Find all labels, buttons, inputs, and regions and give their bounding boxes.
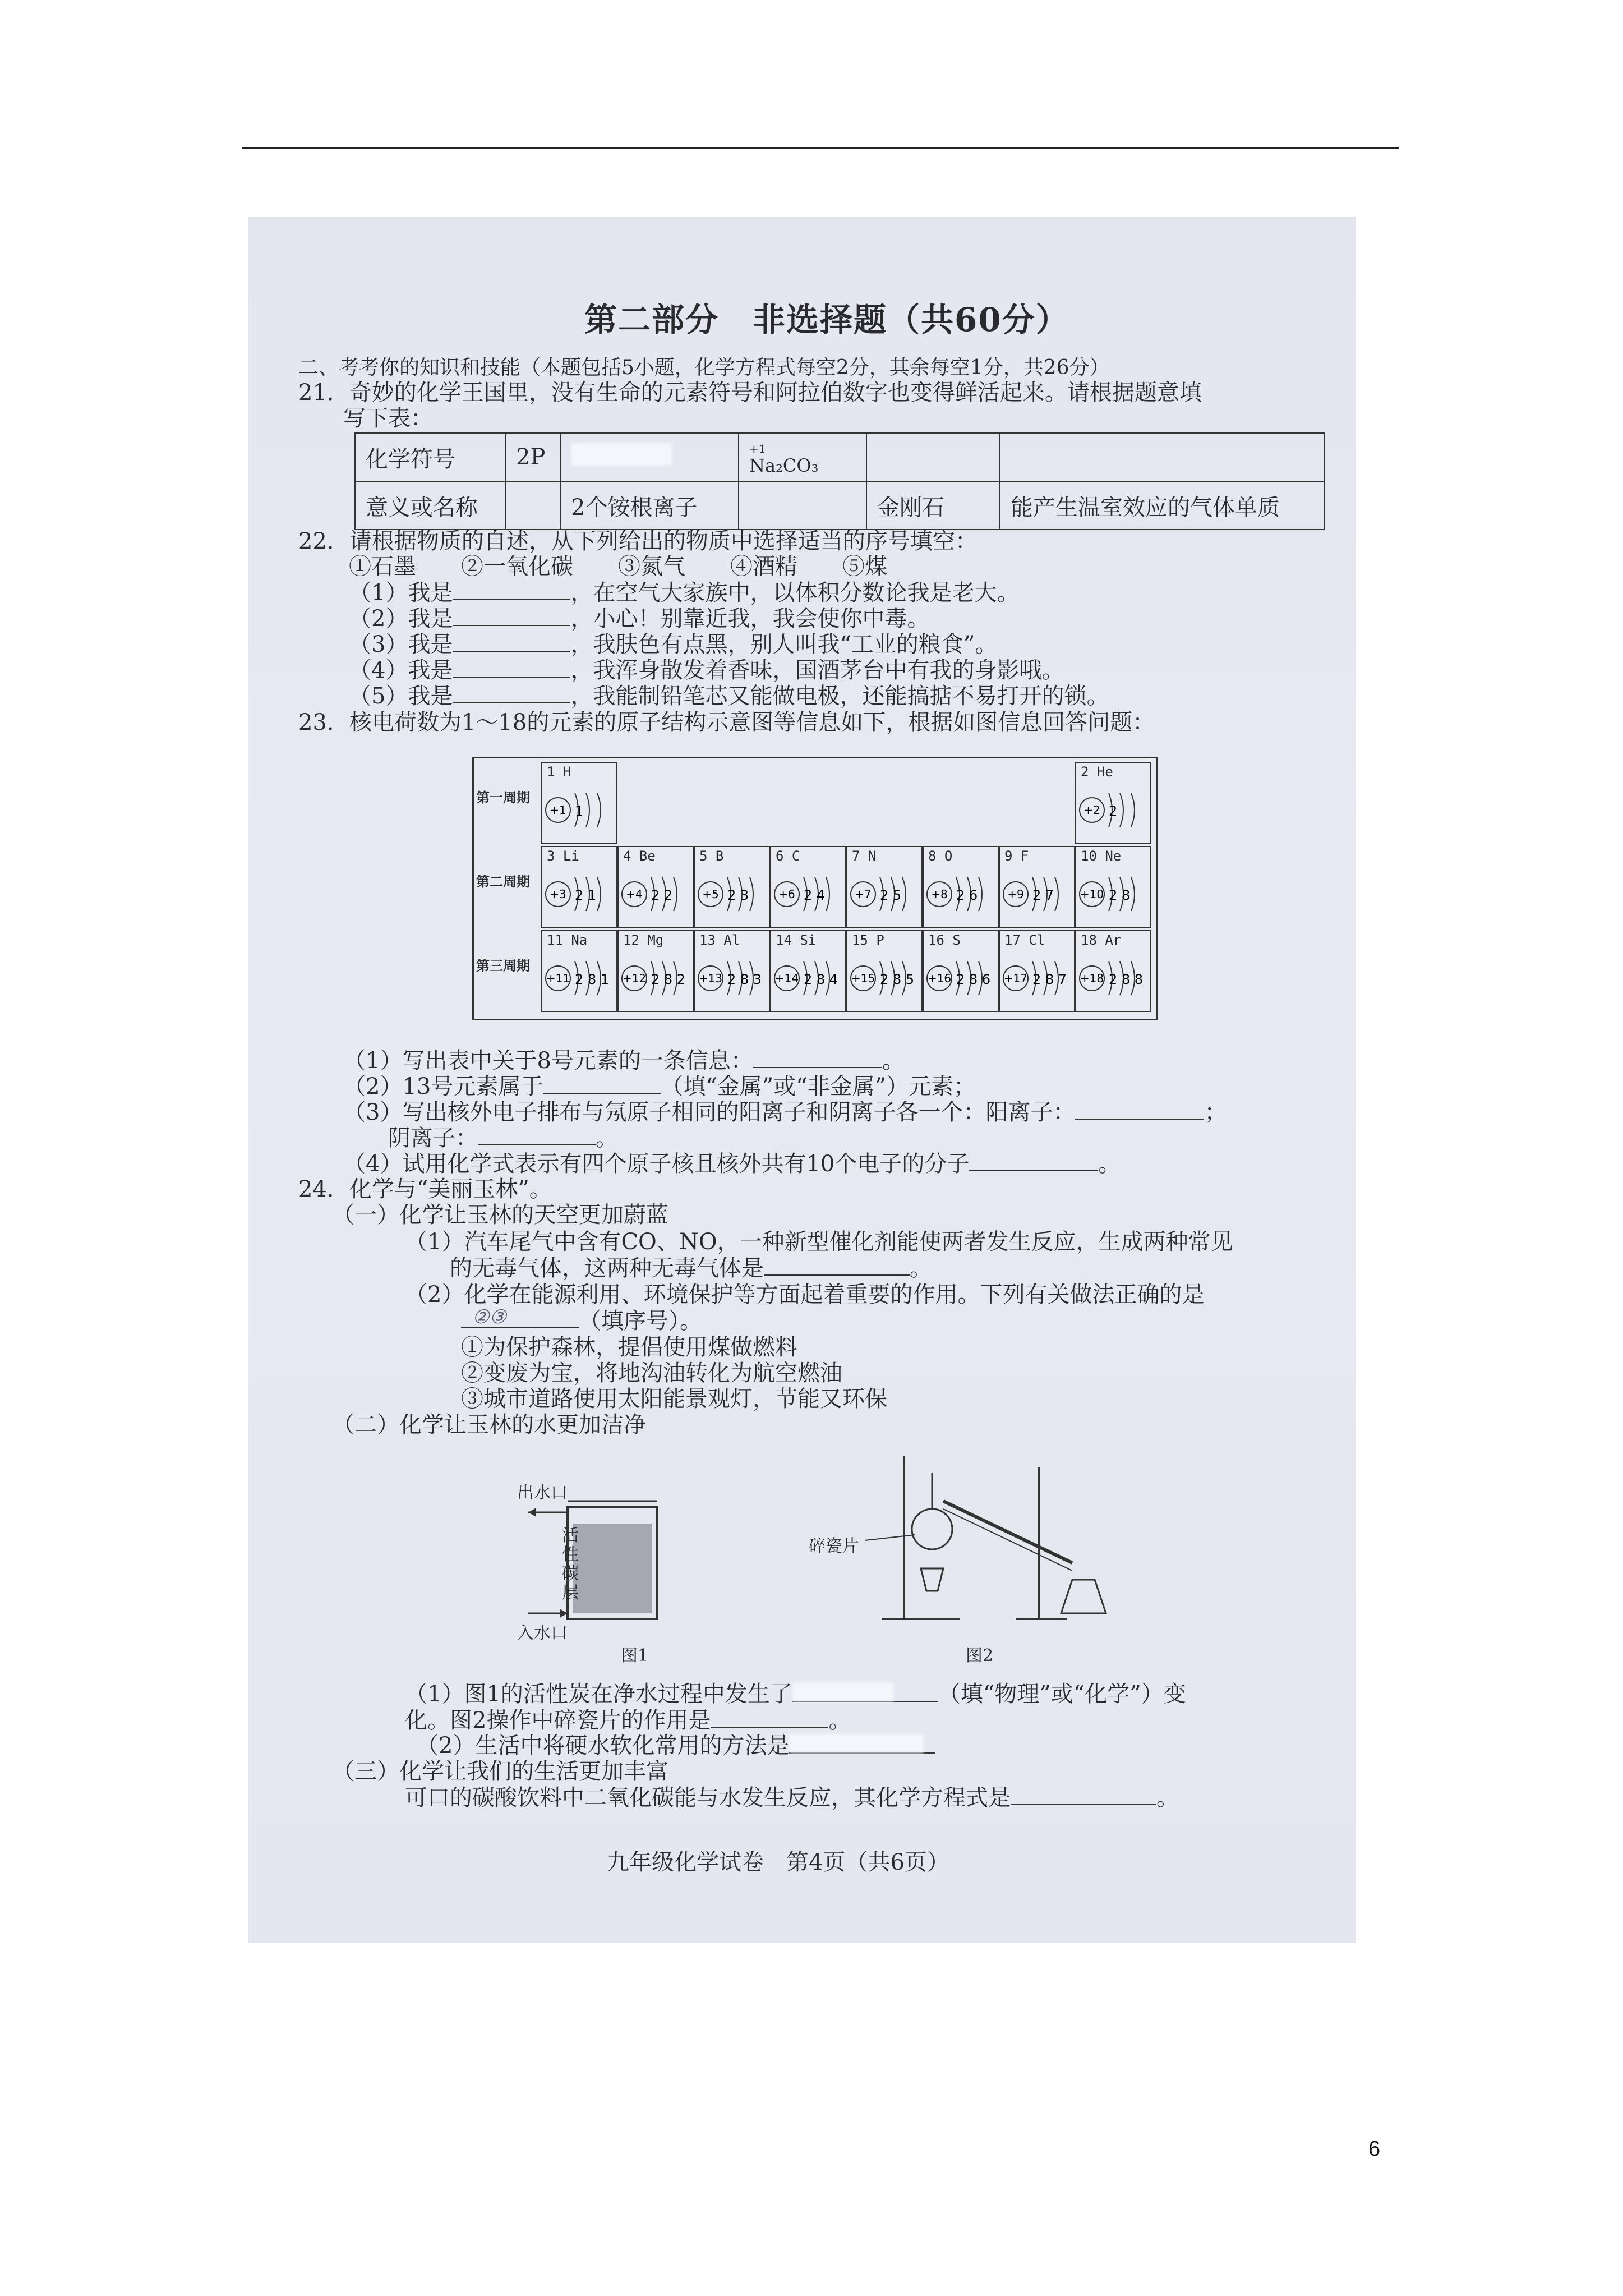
nucleus-charge: +16 <box>927 972 952 985</box>
element-cell <box>541 930 617 1012</box>
q21-formula: Na₂CO₃ <box>749 455 819 476</box>
q23-blank-5[interactable] <box>969 1150 1098 1171</box>
q22-blank-1[interactable] <box>453 579 570 600</box>
q24-part2-q1-a <box>405 1681 1186 1708</box>
q24-part3-title: （三）化学让我们的生活更加丰富 <box>332 1759 668 1784</box>
q23-sub3-anion: 阴离子： 。 <box>388 1125 618 1151</box>
element-label: 2 He <box>1081 764 1113 780</box>
element-label: 17 Cl <box>1004 932 1045 948</box>
shell-electrons: 2 8 <box>1109 887 1131 903</box>
element-label: 18 Ar <box>1081 932 1122 948</box>
electron-shell-arc <box>1120 793 1123 827</box>
atom-diagram <box>695 947 771 1013</box>
electron-shell-arc <box>826 877 829 911</box>
element-label: 14 Si <box>776 932 817 948</box>
element-label: 15 P <box>852 932 884 948</box>
q21-row2-c3 <box>739 481 866 530</box>
q21-row2-c2: 2个铵根离子 <box>560 481 739 530</box>
atom-diagram <box>542 863 619 929</box>
atom-diagram <box>771 863 847 929</box>
element-cell <box>770 930 846 1012</box>
element-cell <box>694 846 770 928</box>
atom-diagram <box>1076 779 1152 845</box>
q24-opt1: ①为保护森林，提倡使用煤做燃料 <box>461 1335 797 1360</box>
element-label: 10 Ne <box>1081 848 1122 864</box>
q23-sub4: （4）试用化学式表示有四个原子核且核外共有10个电子的分子 。 <box>343 1151 1121 1177</box>
element-cell <box>694 930 770 1012</box>
element-cell <box>617 930 694 1012</box>
q24-blank-2[interactable] <box>461 1307 579 1328</box>
q22-item-1 <box>349 579 1019 606</box>
element-label: 16 S <box>928 932 961 948</box>
element-label: 3 Li <box>547 848 579 864</box>
electron-shell-arc <box>674 877 677 911</box>
fig1-carbon-layer-label: 活性碳层 <box>562 1526 579 1603</box>
nucleus-charge: +13 <box>698 972 723 985</box>
electron-shell-arc <box>902 877 906 911</box>
q21-row1-c2 <box>560 433 739 481</box>
q21-row2-label: 意义或名称 <box>355 481 505 530</box>
fig2-caption: 图2 <box>966 1646 994 1665</box>
nucleus-charge: +6 <box>778 887 795 901</box>
q22-item-1-prefix: （1）我是 <box>349 580 453 606</box>
q23-sub4-text: （4）试用化学式表示有四个原子核且核外共有10个电子的分子 <box>343 1151 970 1177</box>
q24-blank-5[interactable] <box>789 1732 935 1754</box>
q24-opt3: ③城市道路使用太阳能景观灯，节能又环保 <box>461 1386 887 1412</box>
nucleus-charge: +15 <box>851 972 875 985</box>
fig1-outlet-label: 出水口 <box>517 1483 568 1503</box>
element-cell <box>1075 846 1151 928</box>
q24-part1-q2-b-text: （填序号）。 <box>579 1308 702 1334</box>
q23-blank-4[interactable] <box>478 1124 596 1145</box>
q22-item-4-prefix: （4）我是 <box>349 657 453 683</box>
q22-item-3 <box>349 631 997 658</box>
q24-line1: 24．化学与“美丽玉林”。 <box>298 1176 552 1202</box>
q21-row1-c1: 2P <box>505 433 560 481</box>
shell-electrons: 2 8 6 <box>956 972 991 987</box>
q22-item-2-prefix: （2）我是 <box>349 606 453 632</box>
q21-row1-label: 化学符号 <box>355 433 505 481</box>
atom-diagram <box>695 863 771 929</box>
shell-electrons: 2 8 8 <box>1109 972 1144 987</box>
element-cell <box>846 846 923 928</box>
nucleus-charge: +7 <box>855 887 872 901</box>
q21-valence: +1 <box>749 442 766 455</box>
section-two-heading: 二、考考你的知识和技能（本题包括5小题，化学方程式每空2分，其余每空1分，共26分） <box>298 356 1110 379</box>
q22-item-2-suffix: ，小心！别靠近我，我会使你中毒。 <box>570 606 930 632</box>
element-label: 6 C <box>776 848 800 864</box>
fig1-inlet-label: 入水口 <box>517 1623 568 1643</box>
figure-1-purifier <box>517 1484 697 1641</box>
electron-shell-arc <box>750 877 753 911</box>
q22-item-3-suffix: ，我肤色有点黑，别人叫我“工业的粮食”。 <box>570 632 998 657</box>
electron-shell-arc <box>1131 793 1135 827</box>
nucleus-charge: +4 <box>626 887 643 901</box>
atom-diagram <box>1076 863 1152 929</box>
shell-electrons: 2 8 5 <box>880 972 915 987</box>
q21-row2-c1 <box>505 481 560 530</box>
q24-part1-q1-b: 的无毒气体，这两种无毒气体是 。 <box>450 1255 932 1281</box>
fig1-caption: 图1 <box>621 1646 649 1665</box>
shell-electrons: 2 8 3 <box>727 972 762 987</box>
atom-diagram <box>924 863 1000 929</box>
q24-part1-q2-a: （2）化学在能源利用、环境保护等方面起着重要的作用。下列有关做法正确的是 <box>405 1282 1205 1308</box>
q23-sub3-text-a: （3）写出核外电子排布与氖原子相同的阳离子和阴离子各一个：阳离子： <box>343 1099 1076 1125</box>
header-rule <box>242 147 1399 149</box>
atom-diagram <box>847 947 924 1013</box>
q24-blank-6[interactable] <box>1011 1784 1156 1805</box>
q22-item-5 <box>349 682 1109 710</box>
element-cell <box>999 930 1075 1012</box>
shell-electrons: 2 3 <box>727 887 749 903</box>
shell-electrons: 2 6 <box>956 887 978 903</box>
q24-part2-q1-c-text: 化。图2操作中碎瓷片的作用是 <box>405 1708 711 1733</box>
q24-part2-q1-b-text: （填“物理”或“化学”）变 <box>938 1681 1186 1707</box>
element-label: 4 Be <box>623 848 656 864</box>
part-title: 第二部分 非选择题（共60分） <box>584 301 1069 339</box>
q22-blank-5[interactable] <box>453 682 570 703</box>
element-cell <box>541 762 617 844</box>
electron-shell-arc <box>597 877 601 911</box>
nucleus-charge: +5 <box>702 887 719 901</box>
q21-row2-c4: 金刚石 <box>866 481 1000 530</box>
element-cell <box>923 846 999 928</box>
row-label-period-1: 第一周期 <box>476 790 530 806</box>
row-label-period-2: 第二周期 <box>476 874 530 890</box>
q23-blank-2[interactable] <box>543 1073 661 1094</box>
q24-part1-q1-b-text: 的无毒气体，这两种无毒气体是 <box>450 1255 764 1281</box>
electron-shell-arc <box>1131 877 1135 911</box>
q23-sub1: （1）写出表中关于8号元素的一条信息： 。 <box>343 1048 905 1074</box>
nucleus-charge: +9 <box>1007 887 1024 901</box>
q24-part2-q1-a-text: （1）图1的活性炭在净水过程中发生了 <box>405 1681 792 1707</box>
shell-electrons: 2 8 7 <box>1032 972 1067 987</box>
q22-blank-4[interactable] <box>453 656 570 678</box>
q23-sub2-text-a: （2）13号元素属于 <box>343 1074 543 1099</box>
element-label: 7 N <box>852 848 877 864</box>
element-cell <box>770 846 846 928</box>
q22-item-5-suffix: ，我能制铅笔芯又能做电极，还能搞掂不易打开的锁。 <box>570 683 1109 709</box>
q24-opt2: ②变废为宝，将地沟油转化为航空燃油 <box>461 1360 842 1386</box>
row-label-period-3: 第三周期 <box>476 958 530 974</box>
exam-footer: 九年级化学试卷 第4页（共6页） <box>607 1849 949 1875</box>
nucleus-charge: +3 <box>550 887 566 901</box>
page-number: 6 <box>1368 2137 1381 2161</box>
q21-row1-c3 <box>739 433 866 481</box>
element-label: 1 H <box>547 764 571 780</box>
q22-item-3-prefix: （3）我是 <box>349 632 453 657</box>
q21-row1-c4 <box>866 433 1000 481</box>
nucleus-charge: +18 <box>1080 972 1104 985</box>
atom-diagram <box>1000 947 1076 1013</box>
electron-shell-arc <box>586 793 589 827</box>
element-cell <box>1075 930 1151 1012</box>
element-label: 13 Al <box>699 932 740 948</box>
electron-shell-arc <box>597 793 601 827</box>
q24-part1-q1-a: （1）汽车尾气中含有CO、NO，一种新型催化剂能使两者发生反应，生成两种常见 <box>405 1229 1233 1255</box>
exam-photo <box>248 217 1356 1943</box>
nucleus-charge: +17 <box>1003 972 1028 985</box>
atom-diagram <box>542 779 619 845</box>
q23-sub1-text: （1）写出表中关于8号元素的一条信息： <box>343 1048 753 1074</box>
element-cell <box>846 930 923 1012</box>
nucleus-charge: +12 <box>622 972 647 985</box>
element-cell <box>999 846 1075 928</box>
exam-sheet <box>248 217 1356 1943</box>
q23-sub3-text-b: 阴离子： <box>388 1125 478 1151</box>
q22-item-5-prefix: （5）我是 <box>349 683 453 709</box>
atom-diagram <box>924 947 1000 1013</box>
nucleus-charge: +2 <box>1083 803 1100 817</box>
element-label: 12 Mg <box>623 932 664 948</box>
shell-electrons: 2 4 <box>804 887 826 903</box>
shell-electrons: 2 7 <box>1032 887 1054 903</box>
q22-item-4 <box>349 656 1064 684</box>
element-label: 8 O <box>928 848 953 864</box>
shell-electrons: 2 8 1 <box>575 972 610 987</box>
nucleus-charge: +14 <box>774 972 799 985</box>
q24-blank-1[interactable] <box>764 1254 910 1276</box>
atom-diagram <box>619 947 695 1013</box>
handwritten-answer: ②③ <box>472 1306 506 1328</box>
shell-electrons: 2 8 2 <box>651 972 686 987</box>
q22-item-2 <box>349 605 929 632</box>
q24-part3-text: 可口的碳酸饮料中二氧化碳能与水发生反应，其化学方程式是 。 <box>405 1785 1179 1811</box>
atom-diagram <box>1076 947 1152 1013</box>
periodic-table <box>472 757 1158 1020</box>
q22-line1: 22．请根据物质的自述，从下列给出的物质中选择适当的序号填空： <box>298 528 978 554</box>
electron-shell-arc <box>1055 877 1058 911</box>
nucleus-charge: +8 <box>931 887 948 901</box>
nucleus-charge: +10 <box>1080 887 1104 901</box>
element-label: 11 Na <box>547 932 588 948</box>
shell-electrons: 2 2 <box>651 887 673 903</box>
shell-electrons: 2 8 4 <box>804 972 838 987</box>
q24-part2-q1-c: 化。图2操作中碎瓷片的作用是 。 <box>405 1708 851 1733</box>
atom-diagram <box>1000 863 1076 929</box>
nucleus-charge: +11 <box>546 972 570 985</box>
atom-diagram <box>542 947 619 1013</box>
q24-part1-q2-b <box>461 1307 702 1335</box>
element-cell <box>1075 762 1151 844</box>
q21-row1-c5 <box>1000 433 1324 481</box>
element-label: 5 B <box>699 848 724 864</box>
q23-sub2 <box>343 1073 976 1100</box>
q23-sub3: （3）写出核外电子排布与氖原子相同的阳离子和阴离子各一个：阳离子： ； <box>343 1099 1227 1125</box>
q22-item-4-suffix: ，我浑身散发着香味，国酒茅台中有我的身影哦。 <box>570 657 1064 683</box>
q23-blank-3[interactable] <box>1075 1098 1204 1120</box>
element-label: 9 F <box>1004 848 1029 864</box>
q24-part2-title: （二）化学让玉林的水更加洁净 <box>332 1412 646 1438</box>
q24-blank-4[interactable] <box>711 1706 828 1728</box>
q24-part3-text-body: 可口的碳酸饮料中二氧化碳能与水发生反应，其化学方程式是 <box>405 1785 1011 1811</box>
q23-line1: 23．核电荷数为1～18的元素的原子结构示意图等信息如下，根据如图信息回答问题： <box>298 710 1155 735</box>
element-cell <box>923 930 999 1012</box>
q22-item-1-suffix: ，在空气大家族中，以体积分数论我是老大。 <box>570 580 1020 606</box>
shell-electrons: 1 <box>575 803 584 819</box>
q23-sub2-text-b: （填“金属”或“非金属”）元素； <box>661 1074 976 1099</box>
element-cell <box>541 846 617 928</box>
q21-line2: 写下表： <box>343 406 433 431</box>
q24-part2-q2-text: （2）生活中将硬水软化常用的方法是 <box>416 1733 790 1759</box>
q24-part2-q2 <box>416 1732 935 1759</box>
nucleus-charge: +1 <box>550 803 566 817</box>
atom-diagram <box>619 863 695 929</box>
q22-blank-2[interactable] <box>453 605 570 626</box>
q22-blank-3[interactable] <box>453 631 570 652</box>
q24-part1-title: （一）化学让玉林的天空更加蔚蓝 <box>332 1202 668 1228</box>
shell-electrons: 2 <box>1109 803 1118 819</box>
q21-row2-c5: 能产生温室效应的气体单质 <box>1000 481 1324 530</box>
q21-line1: 21．奇妙的化学王国里，没有生命的元素符号和阿拉伯数字也变得鲜活起来。请根据题意填 <box>298 380 1202 406</box>
atom-diagram <box>847 863 924 929</box>
shell-electrons: 2 5 <box>880 887 902 903</box>
electron-shell-arc <box>979 877 982 911</box>
fig2-porcelain-label: 碎瓷片 <box>809 1536 859 1556</box>
q23-blank-1[interactable] <box>753 1047 882 1068</box>
q24-blank-3[interactable] <box>792 1681 938 1702</box>
q21-table <box>354 432 1325 530</box>
element-cell <box>617 846 694 928</box>
shell-electrons: 2 1 <box>575 887 597 903</box>
atom-diagram <box>771 947 847 1013</box>
q22-options: ①石墨 ②一氧化碳 ③氮气 ④酒精 ⑤煤 <box>349 554 887 579</box>
